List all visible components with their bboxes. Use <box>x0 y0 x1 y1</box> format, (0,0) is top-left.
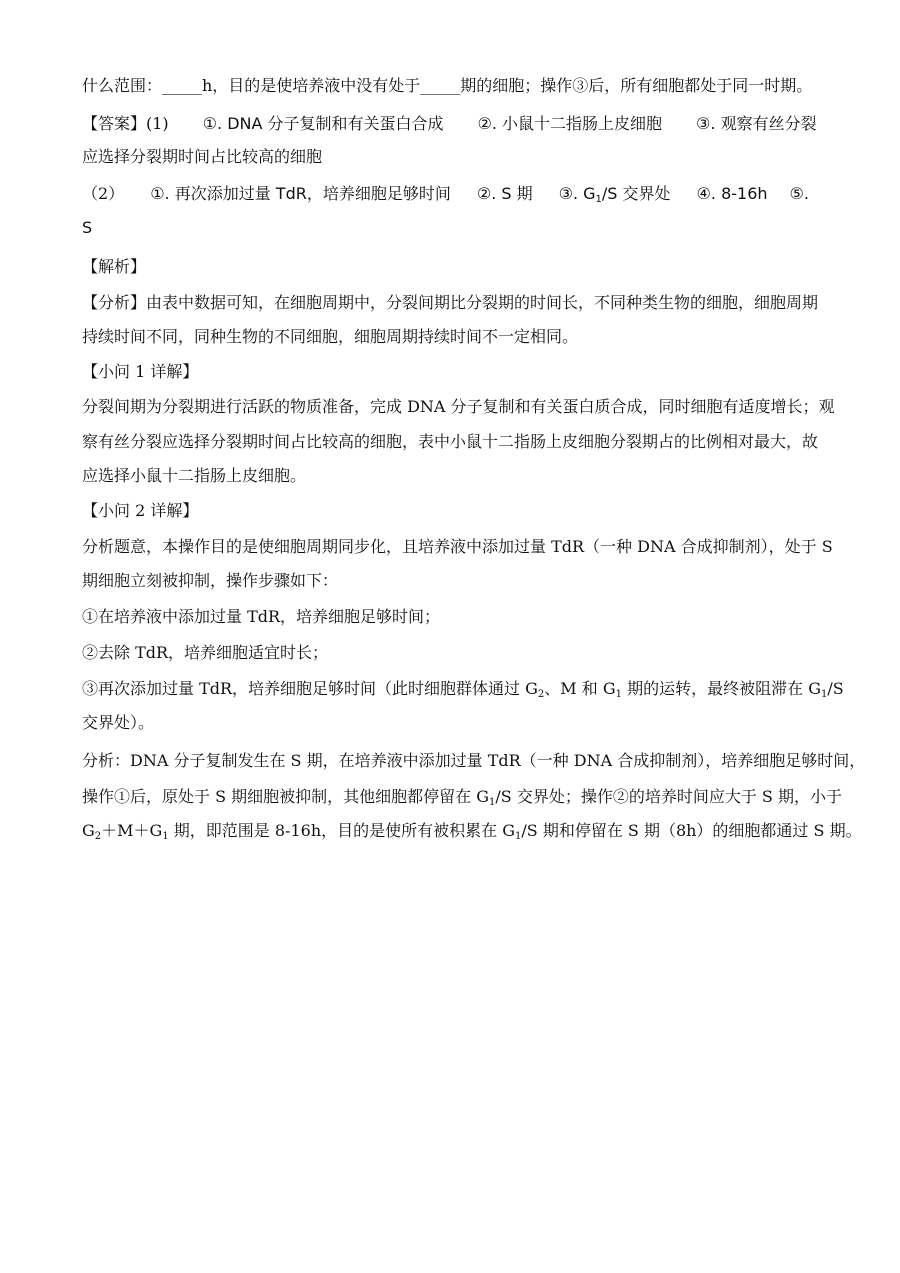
step-2: ②去除 TdR，培养细胞适宜时长； <box>82 643 329 662</box>
analysis-2-line-2: 操作①后，原处于 S 期细胞被抑制，其他细胞都停留在 $G_1/S$ 交界处；操作②的培养时间应大于 S 期，小于 <box>82 787 842 808</box>
answer-line-2 <box>82 183 809 211</box>
step-3-cont: 交界处）。 <box>82 713 155 732</box>
answer-1-item-2: ②. 小鼠十二指肠上皮细胞 <box>477 114 663 133</box>
subquestion-1-line-2: 察有丝分裂应选择分裂期时间占比较高的细胞，表中小鼠十二指肠上皮细胞分裂期占的比例相对最大，故 <box>82 432 819 451</box>
analysis-2-line-3: $G_2+M+G_1$ 期，即范围是 8-16h，目的是使所有被积累在 $G_1/S$ 期和停留在 S 期（8h）的细胞都通过 S 期。 <box>82 821 862 842</box>
answer-2-item-3: ③. $G_1/S$ 交界处 <box>558 184 671 205</box>
question-tail-line: 什么范围：_____h，目的是使培养液中没有处于_____期的细胞；操作③后，所有细胞都处于同一时期。 <box>82 76 813 95</box>
answer-2-item-2: ②. S 期 <box>476 184 533 203</box>
subquestion-2-line-1: 分析题意，本操作目的是使细胞周期同步化，且培养液中添加过量 TdR（一种 DNA 合成抑制剂），处于 S <box>82 537 833 556</box>
answer-2-item-1: ①. 再次添加过量 TdR，培养细胞足够时间 <box>150 184 451 203</box>
subquestion-2-line-2: 期细胞立刻被抑制，操作步骤如下： <box>82 571 339 590</box>
subquestion-1-line-3: 应选择小鼠十二指肠上皮细胞。 <box>82 466 307 485</box>
analysis-para-line-1: 【分析】由表中数据可知，在细胞周期中，分裂间期比分裂期的时间长，不同种类生物的细胞，细胞周期 <box>82 293 819 312</box>
subquestion-2-heading: 【小问 2 详解】 <box>82 501 199 520</box>
answer-1-item-3: ③. 观察有丝分裂 <box>696 114 817 133</box>
answer-heading: 【答案】(1) <box>82 114 169 133</box>
answer-2-item-5: ⑤. <box>789 184 809 203</box>
analysis-2-line-1: 分析：DNA 分子复制发生在 S 期，在培养液中添加过量 TdR（一种 DNA 合成抑制剂），培养细胞足够时间， <box>82 751 866 770</box>
answer-line-1-cont: 应选择分裂期时间占比较高的细胞 <box>82 147 323 166</box>
analysis-heading: 【解析】 <box>82 257 147 276</box>
answer-line-1 <box>82 113 817 135</box>
answer-2-heading: （2） <box>82 184 125 203</box>
analysis-para-line-2: 持续时间不同，同种生物的不同细胞，细胞周期持续时间不一定相同。 <box>82 327 579 346</box>
subquestion-1-heading: 【小问 1 详解】 <box>82 362 199 381</box>
subquestion-1-line-1: 分裂间期为分裂期进行活跃的物质准备，完成 DNA 分子复制和有关蛋白质合成，同时细胞有适度增长；观 <box>82 397 835 416</box>
step-3: ③再次添加过量 TdR，培养细胞足够时间（此时细胞群体通过 $G_2$、M 和 $G_1$ 期的运转，最终被阻滞在 $G_1/S$ <box>82 679 844 700</box>
answer-2-item-4: ④. 8-16h <box>696 184 768 203</box>
answer-line-2-cont: S <box>82 218 93 237</box>
step-1: ①在培养液中添加过量 TdR，培养细胞足够时间； <box>82 607 441 626</box>
answer-1-item-1: ①. DNA 分子复制和有关蛋白合成 <box>202 114 444 133</box>
